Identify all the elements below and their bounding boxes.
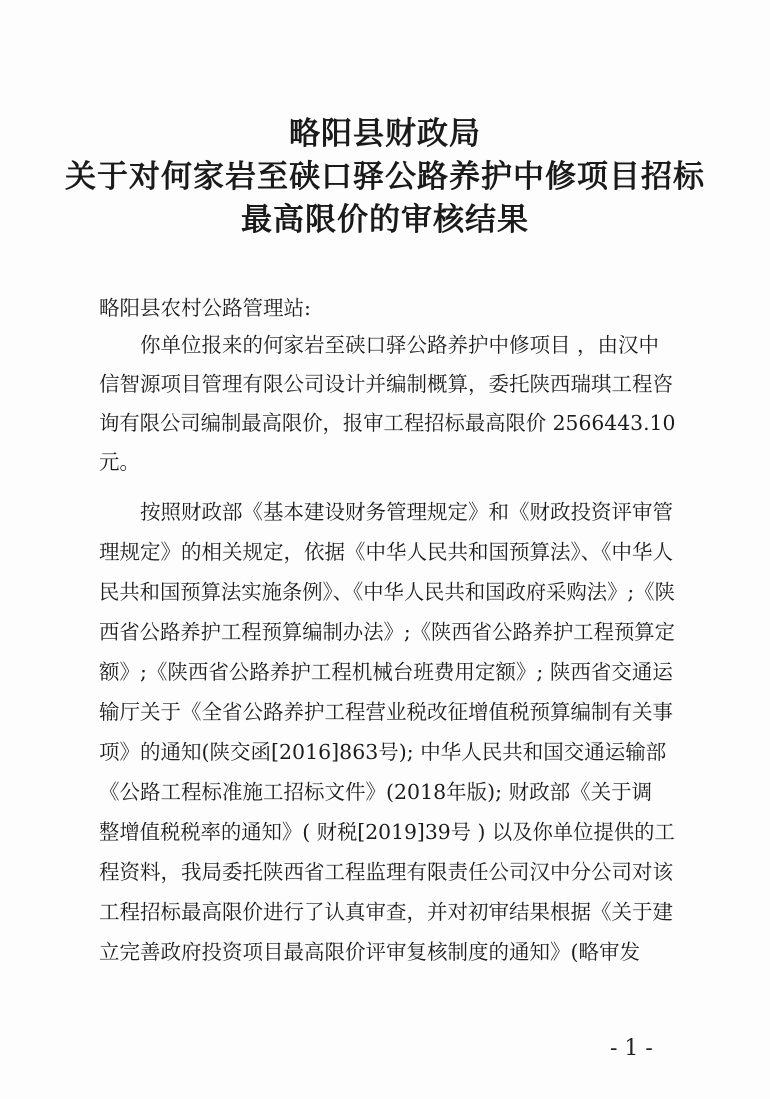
paragraph-2-line: 程资料，我局委托陕西省工程监理有限责任公司汉中分公司对该 [99, 860, 673, 884]
paragraph-1-line: 元。 [99, 450, 140, 474]
paragraph-2-line: 整增值税税率的通知》( 财税[2019]39号 ) 以及你单位提供的工 [99, 820, 675, 844]
paragraph-2-line: 工程招标最高限价进行了认真审查，并对初审结果根据《关于建 [99, 900, 673, 924]
paragraph-2-line: 额》;《陕西省公路养护工程机械台班费用定额》; 陕西省交通运 [99, 660, 673, 684]
paragraph-1-line: 询有限公司编制最高限价，报审工程招标最高限价 2566443.10 [99, 411, 676, 435]
paragraph-2-line: 理规定》的相关规定，依据《中华人民共和国预算法》、《中华人 [99, 540, 673, 564]
paragraph-1-line: 信智源项目管理有限公司设计并编制概算，委托陕西瑞琪工程咨 [99, 372, 673, 396]
title-line-1: 略阳县财政局 [289, 116, 481, 152]
title-line-2: 关于对何家岩至硖口驿公路养护中修项目招标 [65, 159, 705, 195]
paragraph-2-line: 《公路工程标准施工招标文件》(2018年版); 财政部《关于调 [99, 780, 653, 804]
paragraph-2-line: 项》的通知(陕交函[2016]863号); 中华人民共和国交通运输部 [99, 740, 667, 764]
paragraph-2-line: 西省公路养护工程预算编制办法》;《陕西省公路养护工程预算定 [99, 620, 675, 644]
paragraph-2-line: 民共和国预算法实施条例》、《中华人民共和国政府采购法》;《陕 [99, 580, 675, 604]
paragraph-2-line: 输厅关于《全省公路养护工程营业税改征增值税预算编制有关事 [99, 700, 673, 724]
title-line-3: 最高限价的审核结果 [241, 202, 529, 238]
paragraph-2-line: 按照财政部《基本建设财务管理规定》和《财政投资评审管 [140, 500, 673, 524]
page-number: - 1 - [610, 1036, 653, 1061]
addressee: 略阳县农村公路管理站: [99, 296, 311, 320]
paragraph-1-line: 你单位报来的何家岩至硖口驿公路养护中修项目 ，由汉中 [140, 333, 660, 357]
paragraph-2-line: 立完善政府投资项目最高限价评审复核制度的通知》(略审发 [99, 940, 640, 964]
